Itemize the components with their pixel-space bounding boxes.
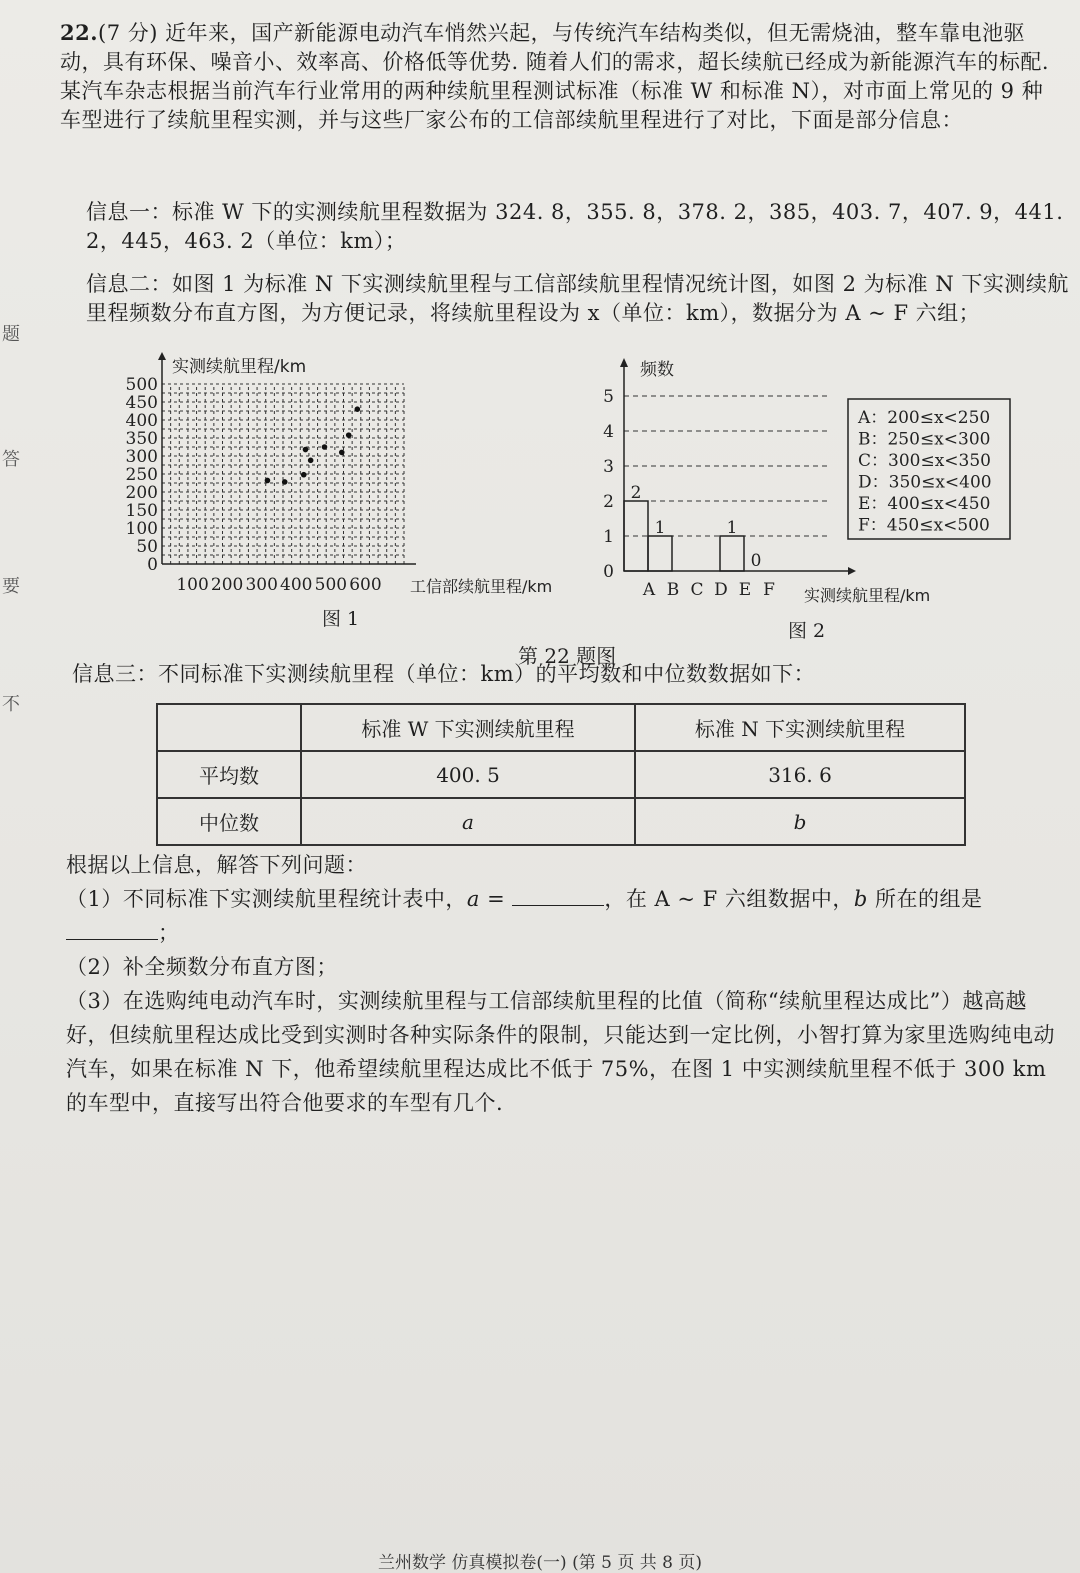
table-row-label: 平均数 (157, 751, 301, 798)
figure-1-caption: 图 1 (322, 608, 360, 630)
info-one-text: 信息一：标准 W 下的实测续航里程数据为 324. 8，355. 8，378. 2，385，403. 7，407. 9，441. 2，445，463. 2（单位：km）； (86, 200, 1064, 253)
scatter-point (303, 447, 309, 453)
x-category-label: E (738, 580, 752, 600)
info-two-text: 信息二：如图 1 为标准 N 下实测续航里程与工信部续航里程情况统计图，如图 2 为标准 N 下实测续航里程频数分布直方图，为方便记录，将续航里程设为 x（单位：km），数据分为 A ~ F 六组； (86, 272, 1069, 325)
prompt-text: 根据以上信息，解答下列问题： (66, 853, 367, 877)
scatter-point (301, 472, 307, 478)
y-tick-label: 100 (125, 519, 158, 539)
bar-data-label: 0 (750, 551, 762, 571)
x-category-label: F (763, 580, 775, 600)
table-header-cell (157, 704, 301, 751)
answer-blank-a[interactable] (512, 887, 604, 906)
bar-data-label: 1 (654, 518, 666, 538)
y-tick-label: 0 (603, 562, 614, 582)
y-axis-arrow (158, 352, 166, 360)
figure-title: 第 22 题图 (518, 644, 617, 668)
y-tick-label: 50 (136, 537, 158, 557)
margin-char: 答 (2, 449, 20, 470)
margin-char: 要 (2, 576, 20, 597)
info-three (72, 660, 1072, 689)
scatter-point (346, 432, 352, 438)
legend-entry: E：400≤x<450 (858, 494, 991, 514)
answer-blank-group[interactable] (66, 921, 158, 940)
x-axis-label: 工信部续航里程/km (410, 577, 553, 596)
y-tick-label: 150 (125, 501, 158, 521)
x-tick-label: 500 (314, 575, 348, 595)
x-tick-label: 600 (349, 575, 382, 595)
questions (66, 848, 1056, 1120)
question-2: （2）补全频数分布直方图； (66, 955, 338, 979)
stats-table (156, 703, 966, 846)
x-category-label: C (690, 580, 704, 600)
question-number: 22. (60, 20, 99, 45)
scatter-point (339, 450, 345, 456)
histogram-bar (648, 536, 672, 571)
q1-text: ，在 A ~ F 六组数据中， (604, 887, 854, 911)
table-row (157, 704, 965, 751)
x-category-label: B (666, 580, 680, 600)
bar-data-label: 1 (726, 518, 738, 538)
question-intro (60, 18, 1060, 135)
table-cell: b (635, 798, 965, 845)
figure-2-histogram (600, 355, 1030, 615)
y-axis-label: 频数 (640, 360, 674, 380)
x-tick-label: 400 (280, 575, 313, 595)
y-axis-arrow (620, 358, 628, 367)
x-tick-label: 100 (176, 575, 209, 595)
margin-char: 不 (2, 694, 20, 715)
info-one (60, 198, 1080, 256)
margin-char: 题 (2, 324, 20, 345)
table-cell: a (301, 798, 635, 845)
page-footer: 兰州数学 仿真模拟卷(一) (第 5 页 共 8 页) (378, 1553, 702, 1573)
y-tick-label: 250 (125, 465, 158, 485)
question-3: （3）在选购纯电动汽车时，实测续航里程与工信部续航里程的比值（简称“续航里程达成比”）越高越好，但续航里程达成比受到实测时各种实际条件的限制，只能达到一定比例，小智打算为家里选购纯电动汽车，如果在标准 N 下，他希望续航里程达成比不低于 75%，在图 1 中实测续航里程不低于 300 km 的车型中，直接写出符合他要求的车型有几个. (66, 989, 1055, 1115)
table-header-cell: 标准 N 下实测续航里程 (635, 704, 965, 751)
q1-text: 所在的组是 (867, 887, 983, 911)
y-tick-label: 450 (125, 393, 158, 413)
legend-entry: F：450≤x<500 (858, 515, 990, 536)
x-category-label: A (642, 580, 656, 600)
scatter-point (282, 479, 288, 485)
scatter-point (265, 478, 271, 484)
q1-var-b: b (853, 887, 868, 911)
y-tick-label: 0 (147, 555, 158, 575)
legend-entry: D：350≤x<400 (858, 472, 992, 493)
scatter-point (355, 406, 361, 412)
x-tick-label: 200 (210, 575, 244, 595)
table-cell: 400. 5 (301, 751, 635, 798)
bar-data-label: 2 (630, 483, 642, 503)
y-tick-label: 1 (603, 527, 614, 547)
y-tick-label: 2 (603, 492, 614, 512)
q1-var-a: a (466, 887, 480, 911)
figure-1-scatter (120, 350, 580, 610)
x-axis-label: 实测续航里程/km (804, 586, 931, 605)
table-row (157, 798, 965, 845)
x-tick-label: 300 (245, 575, 278, 595)
q1-text: （1）不同标准下实测续航里程统计表中， (66, 887, 467, 911)
legend-entry: B：250≤x<300 (858, 429, 991, 450)
histogram-bar (720, 536, 744, 571)
info-three-text: 信息三：不同标准下实测续航里程（单位：km）的平均数和中位数数据如下： (72, 662, 816, 686)
table-header-cell: 标准 W 下实测续航里程 (301, 704, 635, 751)
scatter-point (308, 458, 314, 464)
y-tick-label: 4 (603, 422, 614, 442)
figure-2-caption: 图 2 (788, 620, 826, 642)
y-axis-label: 实测续航里程/km (172, 357, 307, 377)
q1-text: ； (158, 921, 180, 945)
y-tick-label: 3 (603, 457, 614, 477)
y-tick-label: 400 (125, 411, 158, 431)
x-category-label: D (714, 580, 728, 600)
legend-entry: C：300≤x<350 (858, 451, 991, 471)
q1-text: = (479, 887, 506, 911)
y-tick-label: 200 (125, 483, 158, 503)
y-tick-label: 500 (125, 375, 158, 395)
question-1 (66, 882, 1056, 950)
table-row (157, 751, 965, 798)
y-tick-label: 5 (603, 387, 614, 407)
table-row-label: 中位数 (157, 798, 301, 845)
scatter-point (322, 444, 328, 450)
y-tick-label: 350 (125, 429, 158, 449)
y-tick-label: 300 (125, 447, 158, 467)
table-cell: 316. 6 (635, 751, 965, 798)
info-two (60, 270, 1080, 328)
legend-entry: A：200≤x<250 (858, 408, 991, 428)
question-intro-text: (7 分) 近年来，国产新能源电动汽车悄然兴起，与传统汽车结构类似，但无需烧油，整车靠电池驱动，具有环保、噪音小、效率高、价格低等优势. 随着人们的需求，超长续航已经成为新能源汽车的标配. 某汽车杂志根据当前汽车行业常用的两种续航里程测试标准（标准 W 和标准 N），对市面上常见的 9 种车型进行了续航里程实测，并与这些厂家公布的工信部续航里程进行了对比，下面是部分信息： (60, 21, 1050, 132)
x-axis-arrow (848, 567, 856, 575)
